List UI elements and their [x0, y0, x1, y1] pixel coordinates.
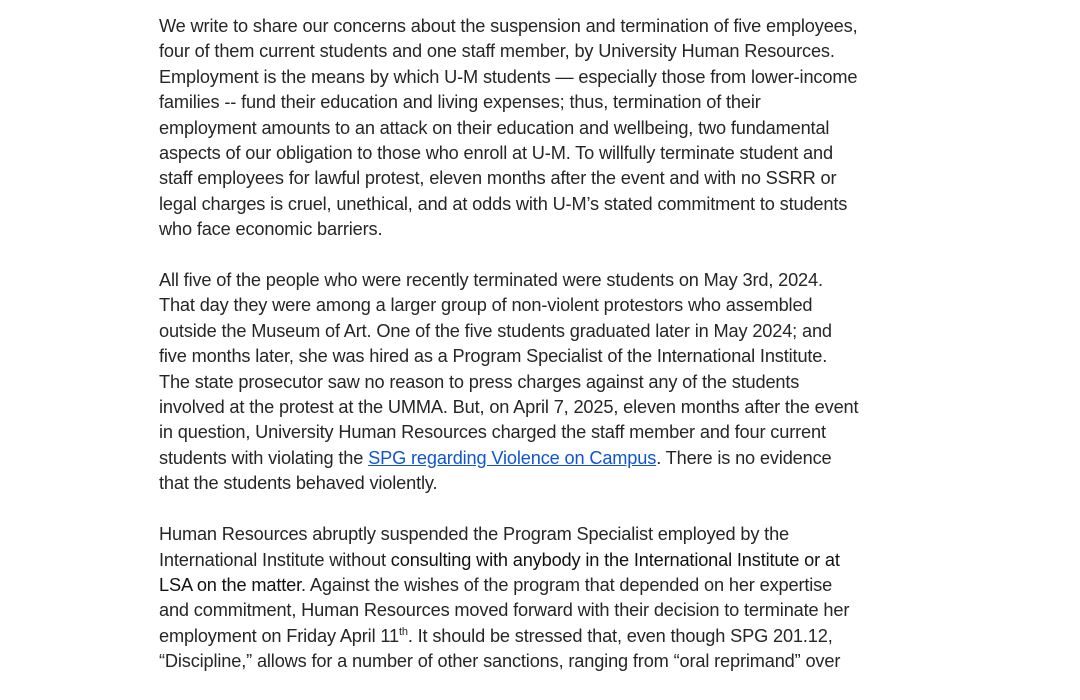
text-line-with-link — [159, 446, 929, 471]
text-line — [159, 573, 929, 598]
text-line: legal charges is cruel, unethical, and at odds with U-M’s stated commitment to students — [159, 193, 848, 214]
paragraph-suspension — [159, 522, 929, 674]
text-line — [159, 548, 929, 573]
text-line: five months later, she was hired as a Program Specialist of the International Institute. — [159, 346, 828, 367]
text-line — [159, 624, 929, 649]
text-segment: students with violating the — [159, 447, 369, 468]
text-line: families -- fund their education and living expenses; thus, termination of their — [159, 92, 761, 113]
text-line: in question, University Human Resources charged the staff member and four current — [159, 422, 826, 443]
paragraph-concerns — [159, 14, 929, 243]
text-line: that the students behaved violently. — [159, 473, 438, 494]
text-line: who face economic barriers. — [159, 219, 383, 240]
text-line: staff employees for lawful protest, eleven months after the event and with no SSRR or — [159, 168, 837, 189]
text-line: Human Resources abruptly suspended the Program Specialist employed by the — [159, 524, 789, 545]
text-line: We write to share our concerns about the suspension and termination of five employees, — [159, 16, 858, 36]
text-line: The state prosecutor saw no reason to press charges against any of the students — [159, 371, 800, 392]
text-segment: LSA on the matter — [159, 574, 302, 595]
text-line: four of them current students and one staff member, by University Human Resources. — [159, 41, 835, 62]
spg-violence-on-campus-link[interactable]: SPG regarding Violence on Campus — [368, 447, 657, 468]
text-line: employment amounts to an attack on their education and wellbeing, two fundamental — [159, 117, 830, 138]
text-segment: . There is no evidence — [656, 447, 832, 468]
text-segment: . It should be stressed that, even though SPG 201.12, — [407, 625, 833, 646]
text-line: That day they were among a larger group of non-violent protestors who assembled — [159, 295, 813, 316]
text-line: All five of the people who were recently terminated were students on May 3rd, 2024. — [159, 270, 823, 291]
text-line: Employment is the means by which U-M students — especially those from lower-income — [159, 66, 858, 87]
text-line: outside the Museum of Art. One of the five students graduated later in May 2024; and — [159, 320, 832, 341]
superscript: th — [398, 625, 408, 638]
text-line: and commitment, Human Resources moved forward with their decision to terminate her — [159, 600, 850, 621]
text-line: “Discipline,” allows for a number of other sanctions, ranging from “oral reprimand” over — [159, 651, 841, 672]
text-segment: consulting with anybody in the International Institute or at — [390, 549, 840, 570]
document-page — [159, 14, 929, 700]
text-line: aspects of our obligation to those who enroll at U-M. To willfully terminate student and — [159, 143, 833, 164]
paragraph-timeline — [159, 268, 929, 497]
text-segment: employment on Friday April 11 — [159, 625, 399, 646]
text-segment: . Against the wishes of the program that depended on her expertise — [301, 574, 833, 595]
text-segment: International Institute without — [159, 549, 391, 570]
text-line: involved at the protest at the UMMA. But, on April 7, 2025, eleven months after the event — [159, 397, 859, 418]
